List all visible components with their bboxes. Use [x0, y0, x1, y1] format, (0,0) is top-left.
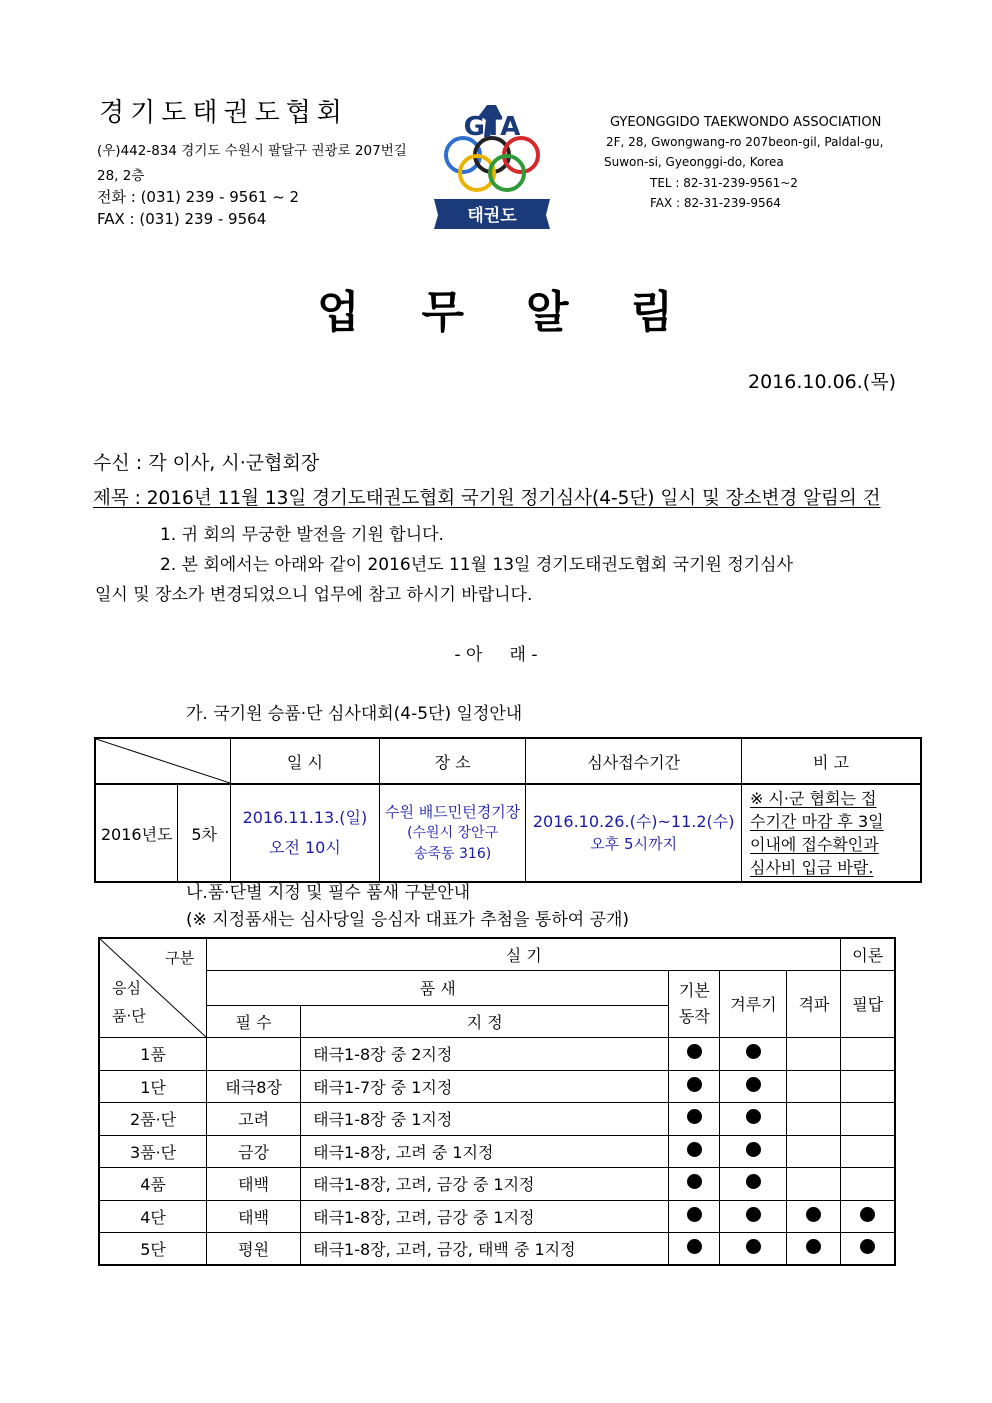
place-addr-1: (수원시 장안구	[407, 824, 499, 841]
grade-cell: 1단	[99, 1070, 207, 1103]
written-mark	[860, 1239, 875, 1254]
document-date: 2016.10.06.(목)	[747, 371, 896, 393]
sparring-mark	[746, 1044, 761, 1059]
basic-label-2: 동작	[678, 1006, 710, 1026]
corner-label-grade: 품·단	[112, 1007, 146, 1025]
paragraph-2b: 일시 및 장소가 변경되었으니 업무에 참고 하시기 바랍니다.	[95, 585, 533, 605]
sparring-mark-cell	[720, 1070, 787, 1103]
header-breaking: 격파	[787, 970, 841, 1038]
sparring-mark-cell	[720, 1103, 787, 1136]
section-b-note: (※ 지정품새는 심사당일 응심자 대표가 추첨을 통하여 공개)	[186, 910, 630, 930]
required-poomsae-cell: 고려	[207, 1103, 301, 1136]
note-line-4: 심사비 입금 바람.	[749, 858, 874, 877]
written-mark-cell	[841, 1135, 895, 1168]
basic-mark-cell	[669, 1135, 720, 1168]
recipient-line: 수신 : 각 이사, 시·군협회장	[93, 452, 320, 474]
breaking-mark-cell	[787, 1070, 841, 1103]
written-mark-cell	[841, 1103, 895, 1136]
required-poomsae-cell: 금강	[207, 1135, 301, 1168]
grade-cell: 2품·단	[99, 1103, 207, 1136]
sparring-mark	[746, 1207, 761, 1222]
exam-time: 오전 10시	[268, 838, 341, 857]
basic-mark-cell	[669, 1038, 720, 1071]
sparring-mark-cell	[720, 1038, 787, 1071]
period-range: 2016.10.26.(수)~11.2(수)	[532, 812, 735, 831]
header-datetime: 일 시	[231, 738, 380, 784]
schedule-table	[94, 737, 922, 883]
basic-mark-cell	[669, 1070, 720, 1103]
document-title: 업무알림	[316, 287, 735, 338]
english-tel: TEL : 82-31-239-9561~2	[650, 176, 798, 190]
required-poomsae-cell: 태백	[207, 1168, 301, 1201]
note-line-1: ※ 시·군 협회는 접	[749, 789, 877, 808]
breaking-mark	[806, 1239, 821, 1254]
english-address-1: 2F, 28, Gwongwang-ro 207beon-gil, Paldal-gu,	[606, 135, 884, 149]
designated-poomsae-cell: 태극1-8장 중 1지정	[301, 1103, 669, 1136]
breaking-mark-cell	[787, 1135, 841, 1168]
place-addr-2: 송죽동 316)	[413, 845, 492, 862]
note-line-2: 수기간 마감 후 3일	[749, 812, 884, 831]
basic-mark	[687, 1142, 702, 1157]
header-poomsae: 품 새	[207, 970, 669, 1006]
breaking-mark-cell	[787, 1103, 841, 1136]
basic-mark	[687, 1077, 702, 1092]
period-deadline: 오후 5시까지	[590, 835, 678, 853]
table-row	[99, 1168, 895, 1201]
sparring-mark-cell	[720, 1233, 787, 1266]
required-poomsae-cell	[207, 1038, 301, 1071]
basic-mark-cell	[669, 1200, 720, 1233]
designated-poomsae-cell: 태극1-8장, 고려, 금강 중 1지정	[301, 1200, 669, 1233]
required-poomsae-cell: 평원	[207, 1233, 301, 1266]
year-cell: 2016년도	[95, 784, 178, 882]
section-a-heading: 가. 국기원 승품·단 심사대회(4-5단) 일정안내	[186, 704, 523, 724]
written-mark	[860, 1207, 875, 1222]
designated-poomsae-cell: 태극1-8장 중 2지정	[301, 1038, 669, 1071]
required-poomsae-cell: 태극8장	[207, 1070, 301, 1103]
logo-text: GTA	[463, 112, 521, 142]
address-line-2: 28, 2층	[97, 168, 145, 184]
table2-corner	[99, 938, 207, 1038]
breaking-mark-cell	[787, 1168, 841, 1201]
corner-label-category: 구분	[165, 949, 195, 967]
paragraph-1: 1. 귀 회의 무궁한 발전을 기원 합니다.	[160, 525, 444, 545]
basic-mark	[687, 1239, 702, 1254]
written-mark-cell	[841, 1200, 895, 1233]
basic-mark	[687, 1207, 702, 1222]
written-mark-cell	[841, 1233, 895, 1266]
table-row	[99, 1070, 895, 1103]
required-poomsae-cell: 태백	[207, 1200, 301, 1233]
poomsae-table	[98, 937, 896, 1266]
header-written: 필답	[841, 970, 895, 1038]
org-name-korean: 경기도태권도협회	[99, 98, 348, 128]
grade-cell: 3품·단	[99, 1135, 207, 1168]
phone-number: 전화 : (031) 239 - 9561 ~ 2	[97, 188, 300, 206]
breaking-mark-cell	[787, 1200, 841, 1233]
header-place: 장 소	[379, 738, 526, 784]
english-address-2: Suwon-si, Gyeonggi-do, Korea	[604, 155, 784, 169]
basic-mark	[687, 1174, 702, 1189]
grade-cell: 5단	[99, 1233, 207, 1266]
header-practical: 실 기	[207, 938, 841, 970]
org-name-english: GYEONGGIDO TAEKWONDO ASSOCIATION	[610, 115, 882, 130]
breaking-mark-cell	[787, 1233, 841, 1266]
subject-line	[93, 484, 881, 510]
gta-logo	[430, 97, 554, 231]
header-required: 필 수	[207, 1006, 301, 1038]
header-basic-motion	[669, 970, 720, 1038]
basic-mark-cell	[669, 1233, 720, 1266]
designated-poomsae-cell: 태극1-8장, 고려, 금강, 태백 중 1지정	[301, 1233, 669, 1266]
exam-place	[379, 784, 526, 882]
corner-label-applicant: 응심	[112, 979, 141, 997]
below-heading: - 아 래 -	[454, 645, 538, 665]
table-row	[99, 1233, 895, 1266]
basic-mark-cell	[669, 1168, 720, 1201]
paragraph-2a: 2. 본 회에서는 아래와 같이 2016년도 11월 13일 경기도태권도협회 국기원 정기심사	[160, 555, 794, 575]
registration-period	[526, 784, 742, 882]
designated-poomsae-cell: 태극1-7장 중 1지정	[301, 1070, 669, 1103]
exam-date: 2016.11.13.(일)	[242, 808, 368, 827]
table-row	[99, 1200, 895, 1233]
place-name: 수원 배드민턴경기장	[385, 802, 521, 821]
sparring-mark	[746, 1109, 761, 1124]
sparring-mark-cell	[720, 1200, 787, 1233]
table-row	[99, 1135, 895, 1168]
corner-cell	[95, 738, 231, 784]
basic-label-1: 기본	[678, 980, 710, 1000]
designated-poomsae-cell: 태극1-8장, 고려, 금강 중 1지정	[301, 1168, 669, 1201]
sparring-mark	[746, 1174, 761, 1189]
remarks-cell	[741, 784, 921, 882]
round-cell: 5차	[178, 784, 231, 882]
header-designated: 지 정	[301, 1006, 669, 1038]
sparring-mark-cell	[720, 1135, 787, 1168]
grade-cell: 4품	[99, 1168, 207, 1201]
fax-number: FAX : (031) 239 - 9564	[97, 210, 267, 228]
header-theory: 이론	[841, 938, 895, 970]
sparring-mark-cell	[720, 1168, 787, 1201]
header-remarks: 비 고	[741, 738, 921, 784]
header-sparring: 겨루기	[720, 970, 787, 1038]
logo-banner-text: 태권도	[467, 206, 517, 226]
table-row	[99, 1038, 895, 1071]
subject-text: 제목 : 2016년 11월 13일 경기도태권도협회 국기원 정기심사(4-5단) 일시 및 장소변경 알림의 건	[93, 488, 881, 509]
basic-mark-cell	[669, 1103, 720, 1136]
sparring-mark	[746, 1142, 761, 1157]
sparring-mark	[746, 1077, 761, 1092]
written-mark-cell	[841, 1070, 895, 1103]
table-row	[99, 1103, 895, 1136]
note-line-3: 이내에 접수확인과	[749, 835, 879, 854]
english-fax: FAX : 82-31-239-9564	[650, 196, 781, 210]
grade-cell: 1품	[99, 1038, 207, 1071]
basic-mark	[687, 1044, 702, 1059]
breaking-mark-cell	[787, 1038, 841, 1071]
section-b-heading: 나.품·단별 지정 및 필수 품새 구분안내	[186, 883, 471, 903]
breaking-mark	[806, 1207, 821, 1222]
basic-mark	[687, 1109, 702, 1124]
designated-poomsae-cell: 태극1-8장, 고려 중 1지정	[301, 1135, 669, 1168]
address-line-1: (우)442-834 경기도 수원시 팔달구 권광로 207번길	[97, 143, 407, 159]
header-period: 심사접수기간	[526, 738, 742, 784]
grade-cell: 4단	[99, 1200, 207, 1233]
written-mark-cell	[841, 1168, 895, 1201]
sparring-mark	[746, 1239, 761, 1254]
exam-datetime	[231, 784, 380, 882]
written-mark-cell	[841, 1038, 895, 1071]
